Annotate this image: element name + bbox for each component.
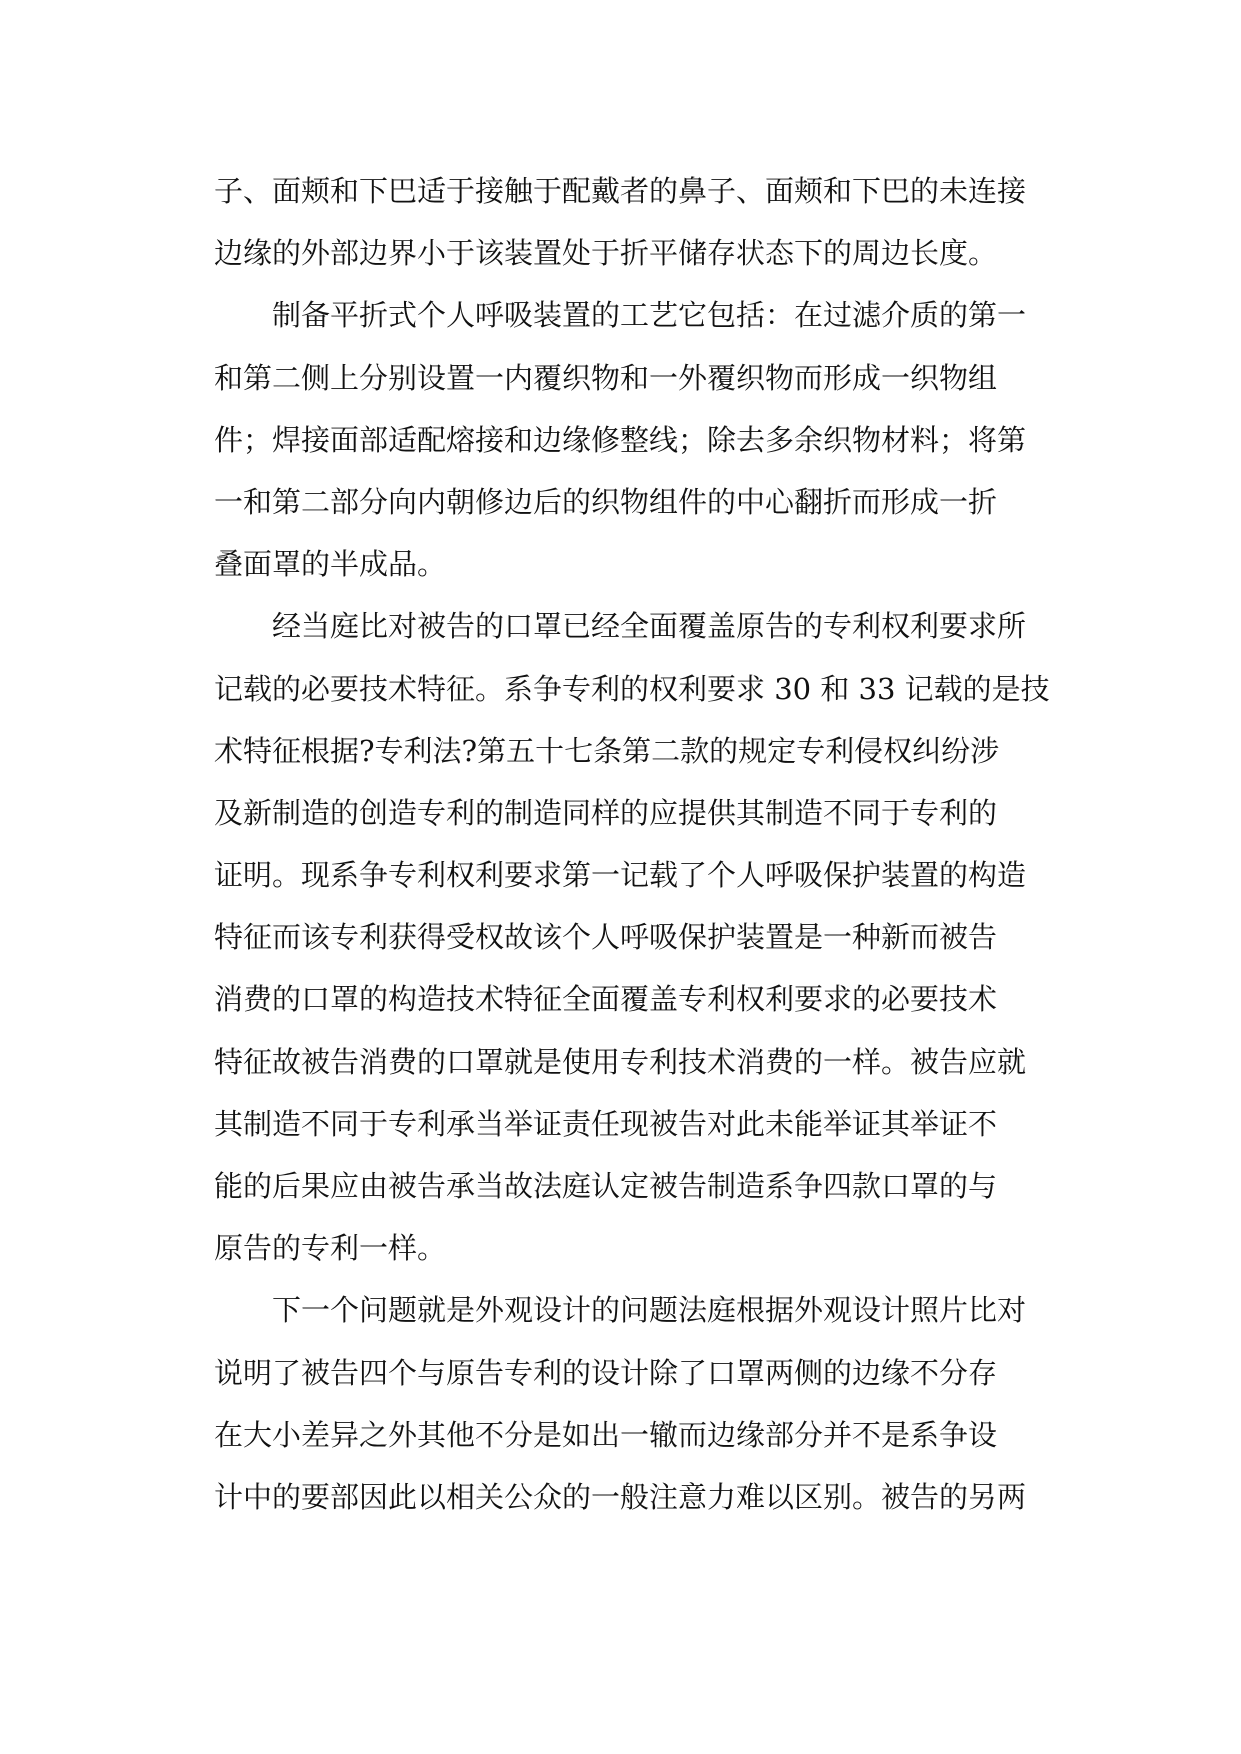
text-line: 在大小差异之外其他不分是如出一辙而边缘部分并不是系争设 — [214, 1417, 998, 1452]
text-line: 记载的必要技术特征。系争专利的权利要求 30 和 33 记载的是技 — [214, 671, 1050, 706]
paragraph-start-line: 下一个问题就是外观设计的问题法庭根据外观设计照片比对 — [272, 1293, 1027, 1328]
text-line: 计中的要部因此以相关公众的一般注意力难以区别。被告的另两 — [214, 1479, 1027, 1514]
text-line: 原告的专利一样。 — [214, 1231, 447, 1266]
text-line: 消费的口罩的构造技术特征全面覆盖专利权利要求的必要技术 — [214, 982, 998, 1017]
text-line: 说明了被告四个与原告专利的设计除了口罩两侧的边缘不分存 — [214, 1355, 998, 1390]
text-line: 特征而该专利获得受权故该个人呼吸保护装置是一种新而被告 — [214, 920, 998, 955]
body-text — [214, 160, 1050, 1528]
text-line: 子、面颊和下巴适于接触于配戴者的鼻子、面颊和下巴的未连接 — [214, 174, 1027, 208]
text-line: 及新制造的创造专利的制造同样的应提供其制造不同于专利的 — [214, 795, 998, 830]
text-line: 边缘的外部边界小于该装置处于折平储存状态下的周边长度。 — [214, 236, 998, 271]
paragraph-start-line: 制备平折式个人呼吸装置的工艺它包括：在过滤介质的第一 — [272, 298, 1027, 333]
text-line: 件；焊接面部适配熔接和边缘修整线；除去多余织物材料；将第 — [214, 422, 1027, 457]
text-line: 术特征根据?专利法?第五十七条第二款的规定专利侵权纠纷涉 — [214, 733, 1000, 768]
text-line: 叠面罩的半成品。 — [214, 547, 447, 582]
text-line: 能的后果应由被告承当故法庭认定被告制造系争四款口罩的与 — [214, 1169, 998, 1203]
text-line: 其制造不同于专利承当举证责任现被告对此未能举证其举证不 — [214, 1106, 998, 1141]
paragraph-start-line: 经当庭比对被告的口罩已经全面覆盖原告的专利权利要求所 — [272, 609, 1027, 644]
text-line: 证明。现系争专利权利要求第一记载了个人呼吸保护装置的构造 — [214, 858, 1027, 893]
text-line: 和第二侧上分别设置一内覆织物和一外覆织物而形成一织物组 — [214, 360, 998, 395]
text-line: 一和第二部分向内朝修边后的织物组件的中心翻折而形成一折 — [214, 484, 998, 519]
text-line: 特征故被告消费的口罩就是使用专利技术消费的一样。被告应就 — [214, 1044, 1027, 1079]
